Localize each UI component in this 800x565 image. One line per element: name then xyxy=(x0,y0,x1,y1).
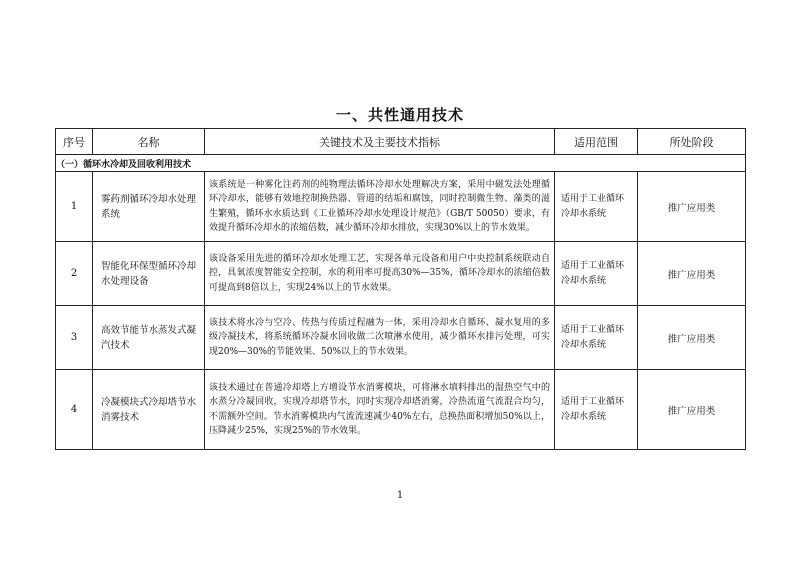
table-row xyxy=(56,172,746,242)
header-scope: 适用范围 xyxy=(555,129,638,155)
table-row xyxy=(56,242,746,306)
header-stage: 所处阶段 xyxy=(638,129,746,155)
tech-description: 该设备采用先进的循环冷却水处理工艺，实现各单元设备和用户中央控制系统联动自控，具氧浓度智能安全控制，水的利用率可提高30%—35%，循环冷却水的浓缩倍数可提高到8倍以上，实现24%以上的节水效果。 xyxy=(205,242,555,306)
tech-description: 该技术将水冷与空冷、传热与传质过程融为一体，采用冷却水自循环、凝水复用的多级冷凝技术，将系统循环冷凝水回收做二次喷淋水使用，减少循环水排污处理，可实现20%—30%的节能效果、50%以上的节水效果。 xyxy=(205,306,555,370)
tech-name: 冷凝模块式冷却塔节水消雾技术 xyxy=(93,370,205,450)
tech-name: 高效节能节水蒸发式凝汽技术 xyxy=(93,306,205,370)
table-row xyxy=(56,306,746,370)
tech-name: 智能化环保型循环冷却水处理设备 xyxy=(93,242,205,306)
row-number: 1 xyxy=(56,172,93,242)
tech-stage: 推广应用类 xyxy=(638,172,746,242)
tech-stage: 推广应用类 xyxy=(638,242,746,306)
tech-stage: 推广应用类 xyxy=(638,370,746,450)
tech-description: 该技术通过在普通冷却塔上方增设节水消雾模块，可将淋水填料排出的湿热空气中的水蒸分冷凝回收，实现冷却塔节水，同时实现冷却塔消雾，冷热流道气流混合均匀，不需额外空间。节水消雾模块内气流流速减少40%左右，总换热面积增加50%以上，压降减少25%，实现25%的节水效果。 xyxy=(205,370,555,450)
tech-scope: 适用于工业循环冷却水系统 xyxy=(555,306,638,370)
page-number: 1 xyxy=(396,490,404,501)
technology-table xyxy=(55,128,746,450)
row-number: 3 xyxy=(56,306,93,370)
section-row xyxy=(56,155,746,172)
header-name: 名称 xyxy=(93,129,205,155)
tech-scope: 适用于工业循环冷却水系统 xyxy=(555,370,638,450)
tech-name: 雾药剂循环冷却水处理系统 xyxy=(93,172,205,242)
row-number: 4 xyxy=(56,370,93,450)
tech-stage: 推广应用类 xyxy=(638,306,746,370)
row-number: 2 xyxy=(56,242,93,306)
page-title: 一、共性通用技术 xyxy=(335,106,464,124)
section-title: （一）循环水冷却及回收利用技术 xyxy=(56,155,746,172)
header-no: 序号 xyxy=(56,129,93,155)
tech-scope: 适用于工业循环冷却水系统 xyxy=(555,242,638,306)
table-row xyxy=(56,370,746,450)
header-key-tech: 关键技术及主要技术指标 xyxy=(205,129,555,155)
tech-description: 该系统是一种雾化注药剂的纯物理法循环冷却水处理解决方案，采用中磁发法处理循环冷却水，能够有效地控制换热器、管道的结垢和腐蚀，同时控制微生物、藻类的滋生繁殖，循环水水质达到《工业循环冷却水处理设计规范》（GB/T 50050）要求，有效提升循环冷却水的浓缩倍数，减少循环冷却水排放，实现30%以上的节水效果。 xyxy=(205,172,555,242)
tech-scope: 适用于工业循环冷却水系统 xyxy=(555,172,638,242)
table-header-row xyxy=(56,129,746,155)
